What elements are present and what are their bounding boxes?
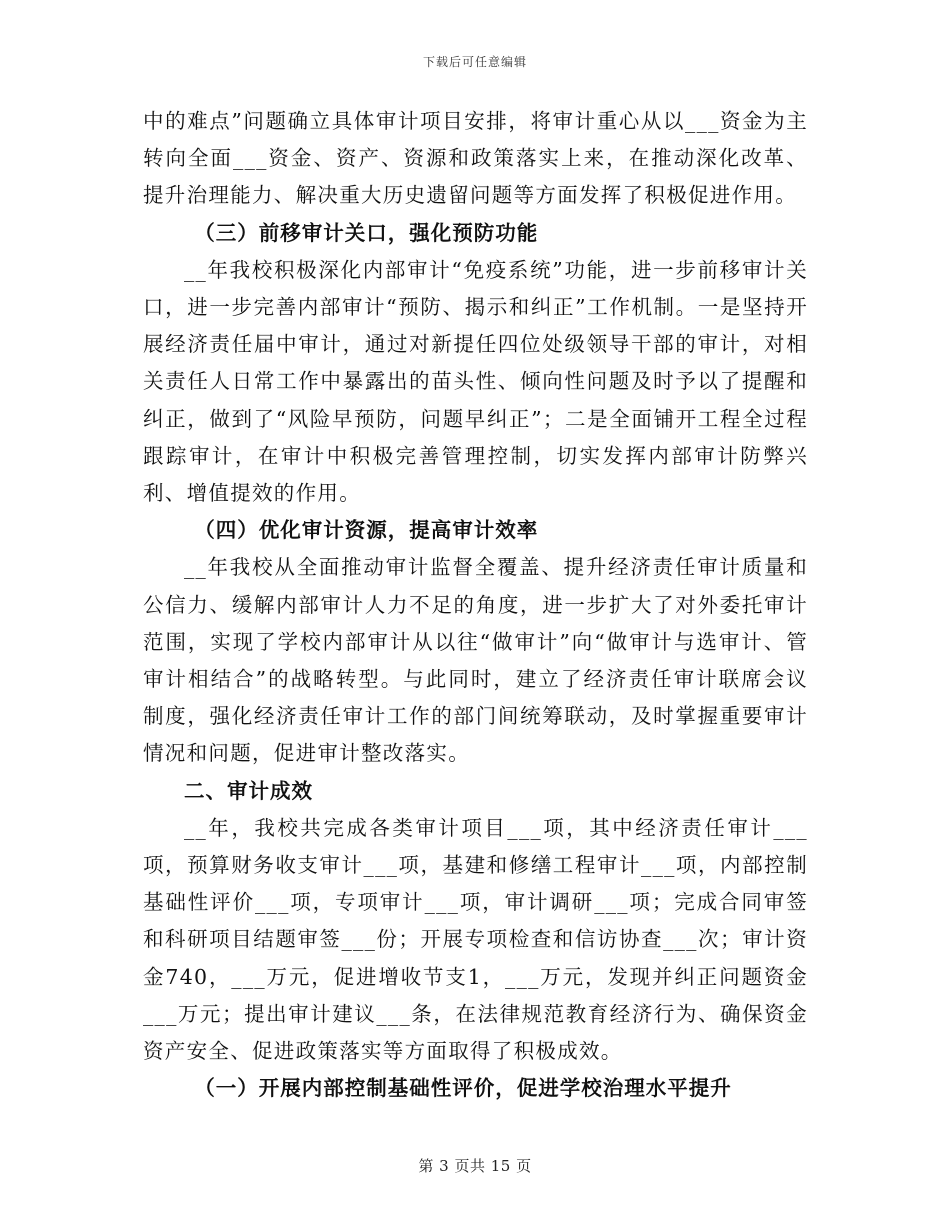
- document-body: [143, 103, 808, 1107]
- section-heading-3: （三）前移审计关口，强化预防功能: [194, 220, 539, 245]
- section-heading-1: （一）开展内部控制基础性评价，促进学校治理水平提升: [194, 1076, 732, 1101]
- paragraph-results: __年，我校共完成各类审计项目___项，其中经济责任审计___项，预算财务收支审计___项，基建和修缮工程审计___项，内部控制基础性评价___项，专项审计___项，审计调研___项；完成合同审签和科研项目结题审签___份；开展专项检查和信访协查___次；审计资金740，___万元，促进增收节支1，___万元，发现并纠正问题资金___万元；提出审计建议___条，在法律规范教育经济行为、确保资金资产安全、促进政策落实等方面取得了积极成效。: [143, 815, 808, 1064]
- page-number: 第 3 页共 15 页: [418, 1157, 532, 1175]
- paragraph-continued: 中的难点”问题确立具体审计项目安排，将审计重心从以___资金为主转向全面___资金、资产、资源和政策落实上来，在推动深化改革、提升治理能力、解决重大历史遗留问题等方面发挥了积极促进作用。: [143, 109, 808, 208]
- header-note: 下载后可任意编辑: [422, 55, 527, 69]
- paragraph-resources: __年我校从全面推动审计监督全覆盖、提升经济责任审计质量和公信力、缓解内部审计人力不足的角度，进一步扩大了对外委托审计范围，实现了学校内部审计从以往“做审计”向“做审计与选审计、管审计相结合”的战略转型。与此同时，建立了经济责任审计联席会议制度，强化经济责任审计工作的部门间统筹联动，及时掌握重要审计情况和问题，促进审计整改落实。: [143, 555, 808, 766]
- section-heading-4: （四）优化审计资源，提高审计效率: [194, 518, 539, 543]
- section-heading-results: 二、审计成效: [184, 778, 313, 803]
- paragraph-prevention: __年我校积极深化内部审计“免疫系统”功能，进一步前移审计关口，进一步完善内部审计“预防、揭示和纠正”工作机制。一是坚持开展经济责任届中审计，通过对新提任四位处级领导干部的审计，对相关责任人日常工作中暴露出的苗头性、倾向性问题及时予以了提醒和纠正，做到了“风险早预防，问题早纠正”；二是全面铺开工程全过程跟踪审计，在审计中积极完善管理控制，切实发挥内部审计防弊兴利、增值提效的作用。: [143, 257, 808, 506]
